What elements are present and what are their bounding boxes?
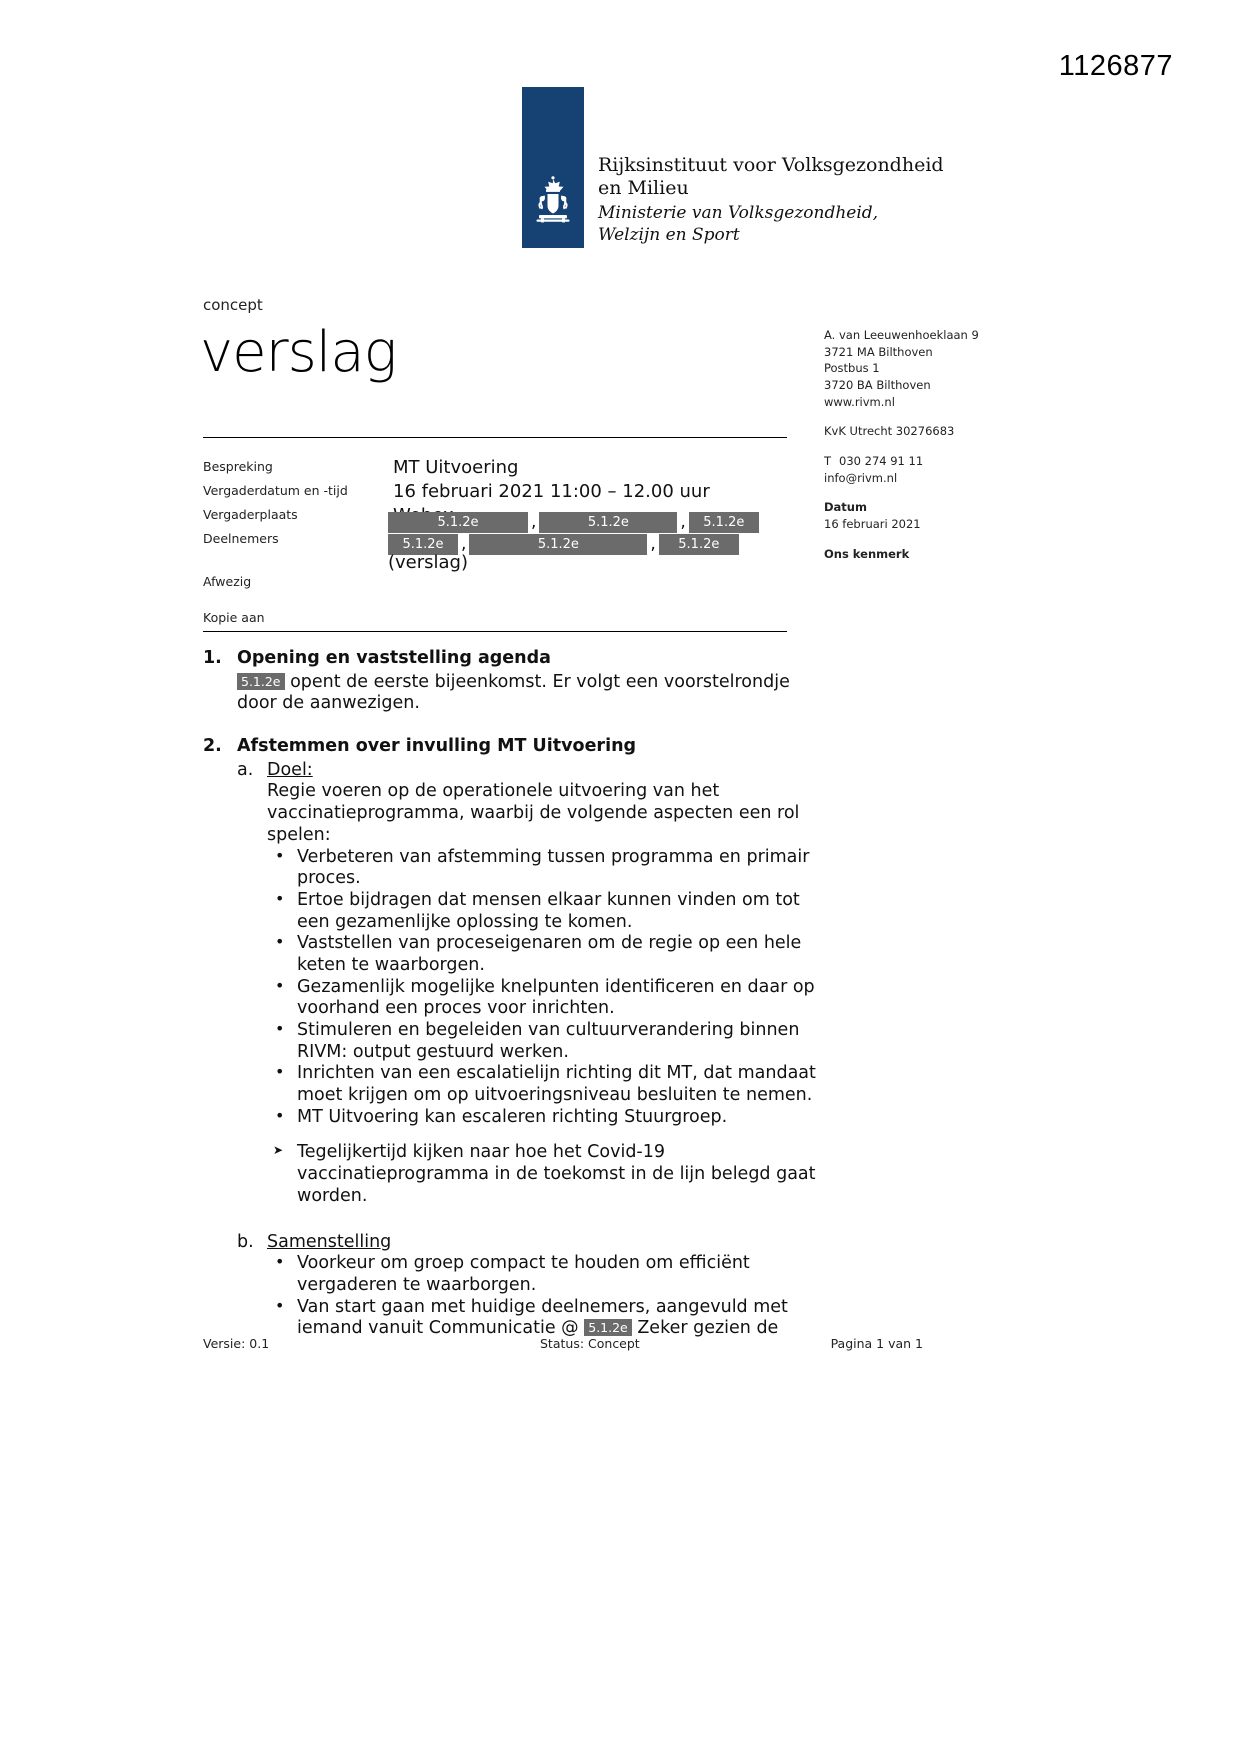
redaction-badge: 5.1.2e bbox=[388, 534, 458, 555]
address-website[interactable]: www.rivm.nl bbox=[824, 394, 895, 409]
participants-separator: , bbox=[461, 534, 467, 554]
section-1-heading bbox=[203, 648, 823, 670]
phone-line bbox=[824, 453, 1064, 470]
logo-organisation-line2: en Milieu bbox=[598, 177, 689, 200]
meta-row-vergaderdatum bbox=[203, 480, 793, 504]
ons-kenmerk-block bbox=[824, 546, 1064, 563]
redaction-badge: 5.1.2e bbox=[237, 673, 285, 690]
meta-label-deelnemers: Deelnemers bbox=[203, 531, 279, 546]
section-1-number: 1. bbox=[203, 648, 222, 668]
page-footer bbox=[203, 1336, 923, 1351]
section-2-heading bbox=[203, 736, 823, 758]
participants-separator: , bbox=[680, 512, 686, 532]
phone-prefix: T bbox=[824, 454, 832, 469]
logo-text bbox=[598, 154, 944, 248]
meta-absent-block bbox=[203, 572, 265, 629]
meta-label-vergaderdatum: Vergaderdatum en -tijd bbox=[203, 483, 348, 498]
list-item: • Vaststellen van proceseigenaren om de regie op een hele keten te waarborgen. bbox=[267, 933, 823, 976]
section-2b-heading bbox=[237, 1232, 823, 1254]
page-title: verslag bbox=[200, 320, 397, 385]
section-2a-marker: a. bbox=[237, 759, 254, 780]
section-2-title: Afstemmen over invulling MT Uitvoering bbox=[237, 736, 637, 757]
contact-lines bbox=[824, 453, 1064, 486]
datum-label: Datum bbox=[824, 500, 867, 515]
participants-redactions bbox=[388, 512, 768, 556]
footer-status: Status: Concept bbox=[540, 1336, 640, 1351]
section-1-title: Opening en vaststelling agenda bbox=[237, 648, 551, 668]
logo-ministry-line1: Ministerie van Volksgezondheid, bbox=[598, 202, 879, 223]
meta-label-vergaderplaats: Vergaderplaats bbox=[203, 507, 298, 522]
ons-kenmerk-label: Ons kenmerk bbox=[824, 546, 910, 561]
redaction-badge: 5.1.2e bbox=[539, 512, 677, 533]
redaction-badge: 5.1.2e bbox=[388, 512, 528, 533]
list-item: • Verbeteren van afstemming tussen programma en primair proces. bbox=[267, 847, 823, 890]
redaction-badge: 5.1.2e bbox=[659, 534, 739, 555]
address-block bbox=[824, 327, 1064, 575]
section-2a-arrow-list bbox=[267, 1142, 823, 1207]
rivm-logo bbox=[522, 87, 944, 248]
list-item-text: Zeker gezien de bbox=[631, 1318, 779, 1339]
logo-organisation-line1: Rijksinstituut voor Volksgezondheid bbox=[598, 154, 944, 177]
footer-pagination: Pagina 1 van 1 bbox=[830, 1336, 923, 1351]
list-item-text: Van start gaan met huidige deelnemers, aangevuld met iemand vanuit Communicatie @ bbox=[297, 1296, 788, 1339]
participants-row bbox=[388, 512, 768, 533]
section-2a-bullet-list bbox=[267, 847, 823, 1129]
divider-middle bbox=[203, 631, 787, 632]
list-item bbox=[267, 1297, 823, 1340]
footer-version: Versie: 0.1 bbox=[203, 1336, 270, 1351]
logo-blue-bar bbox=[522, 87, 584, 248]
meta-label-bespreking: Bespreking bbox=[203, 459, 273, 474]
address-lines bbox=[824, 327, 1064, 410]
participants-separator: , bbox=[650, 534, 656, 554]
address-postcode-city: 3721 MA Bilthoven bbox=[824, 344, 933, 359]
concept-label: concept bbox=[203, 296, 263, 314]
datum-value: 16 februari 2021 bbox=[824, 517, 921, 532]
section-2a-title: Doel: bbox=[267, 759, 313, 780]
meta-label-kopie-aan: Kopie aan bbox=[203, 610, 265, 625]
logo-ministry-line2: Welzijn en Sport bbox=[598, 225, 740, 246]
address-postbus-postcode-city: 3720 BA Bilthoven bbox=[824, 378, 931, 393]
list-item: • Gezamenlijk mogelijke knelpunten identificeren en daar op voorhand een proces voor inrichten. bbox=[267, 977, 823, 1020]
list-item: ➤ Tegelijkertijd kijken naar hoe het Covid-19 vaccinatieprogramma in de toekomst in de lijn belegd gaat worden. bbox=[267, 1142, 823, 1207]
section-1-body bbox=[237, 672, 823, 715]
section-2a-heading bbox=[237, 760, 823, 782]
list-item: • Ertoe bijdragen dat mensen elkaar kunnen vinden om tot een gezamenlijke oplossing te komen. bbox=[267, 890, 823, 933]
email-line[interactable]: info@rivm.nl bbox=[824, 470, 898, 485]
participants-verslag-note: (verslag) bbox=[388, 552, 469, 573]
list-item: • MT Uitvoering kan escaleren richting Stuurgroep. bbox=[267, 1107, 823, 1129]
section-2a-intro: Regie voeren op de operationele uitvoering van het vaccinatieprogramma, waarbij de volgende aspecten een rol spelen: bbox=[267, 781, 800, 845]
datum-block bbox=[824, 499, 1064, 532]
section-2b-title: Samenstelling bbox=[267, 1231, 392, 1252]
redaction-badge: 5.1.2e bbox=[469, 534, 647, 555]
meta-value-vergaderdatum: 16 februari 2021 11:00 – 12.00 uur bbox=[393, 481, 710, 502]
address-postbus: Postbus 1 bbox=[824, 361, 880, 376]
list-item: • Voorkeur om groep compact te houden om efficiënt vergaderen te waarborgen. bbox=[267, 1253, 823, 1296]
list-item: • Stimuleren en begeleiden van cultuurverandering binnen RIVM: output gestuurd werken. bbox=[267, 1020, 823, 1063]
dutch-coat-of-arms-icon bbox=[527, 176, 579, 234]
participants-separator: , bbox=[531, 512, 537, 532]
divider-top bbox=[203, 437, 787, 438]
redaction-badge: 5.1.2e bbox=[584, 1319, 632, 1336]
meta-label-afwezig: Afwezig bbox=[203, 574, 252, 589]
section-2-number: 2. bbox=[203, 736, 222, 757]
list-item: • Inrichten van een escalatielijn richting dit MT, dat mandaat moet krijgen om op uitvoeringsniveau besluiten te nemen. bbox=[267, 1063, 823, 1106]
kvk-line: KvK Utrecht 30276683 bbox=[824, 424, 955, 439]
meta-row-bespreking bbox=[203, 456, 793, 480]
redaction-badge: 5.1.2e bbox=[689, 512, 759, 533]
meta-value-bespreking: MT Uitvoering bbox=[393, 457, 519, 478]
section-1-text: opent de eerste bijeenkomst. Er volgt een voorstelrondje door de aanwezigen. bbox=[237, 671, 790, 714]
document-body bbox=[203, 648, 823, 1340]
document-number: 1126877 bbox=[1058, 50, 1173, 82]
section-2b-bullet-list bbox=[267, 1253, 823, 1340]
phone-number: 030 274 91 11 bbox=[839, 454, 924, 469]
section-2b-marker: b. bbox=[237, 1231, 254, 1252]
address-street: A. van Leeuwenhoeklaan 9 bbox=[824, 328, 979, 342]
